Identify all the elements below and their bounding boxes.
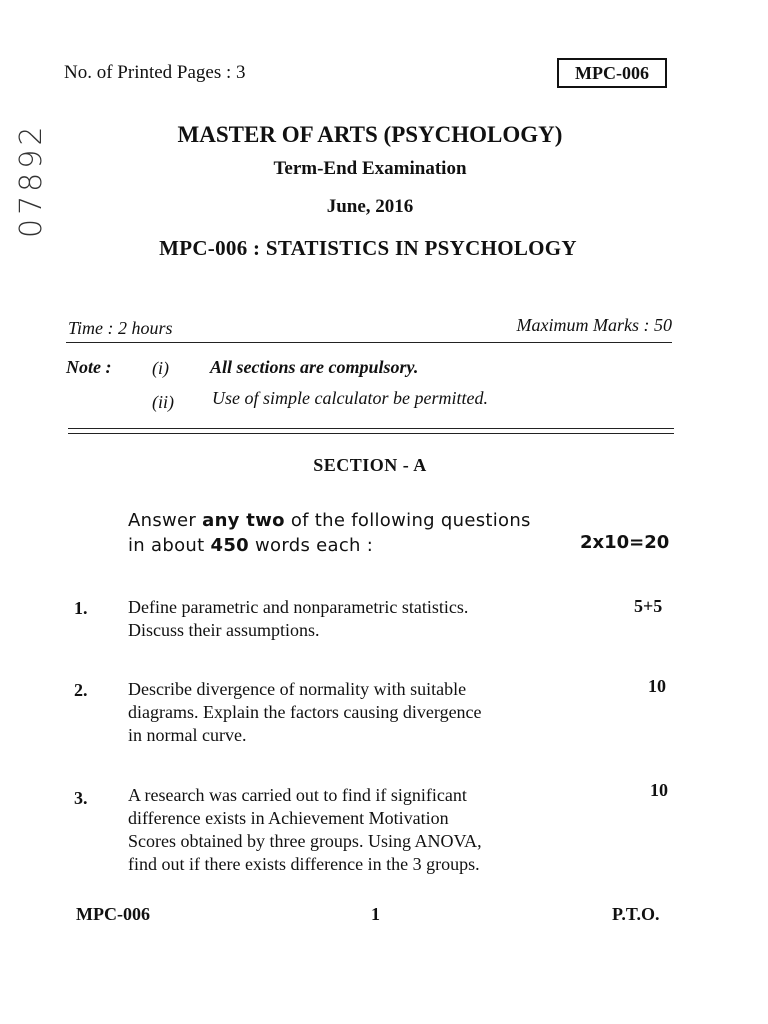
exam-subtitle: Term-End Examination [273,158,467,179]
question-number: 2. [74,680,88,700]
note-text: All sections are compulsory. [210,357,419,377]
question-number: 3. [74,788,88,808]
instruction-emphasis: any two [202,510,285,531]
serial-number: 07892 [14,122,49,238]
instruction-text: words each : [248,535,374,556]
question-line: A research was carried out to find if significant [128,785,467,805]
maximum-marks: Maximum Marks : 50 [516,315,672,335]
section-instruction [128,535,373,556]
question-text [128,678,618,747]
time-allowed: Time : 2 hours [68,318,173,338]
printed-pages-count: No. of Printed Pages : 3 [64,62,246,83]
question-line: diagrams. Explain the factors causing divergence [128,702,482,722]
paper-code-box: MPC-006 [557,58,667,88]
instruction-text: Answer [128,510,203,531]
instruction-text: of the following questions [284,510,531,531]
question-line: Discuss their assumptions. [128,620,320,640]
exam-title: MASTER OF ARTS (PSYCHOLOGY) [177,122,563,147]
question-marks: 5+5 [634,596,663,616]
footer-pto: P.T.O. [612,904,660,924]
section-marks: 2x10=20 [580,532,670,553]
note-number: (i) [152,358,169,378]
divider [68,428,674,429]
question-marks: 10 [648,676,666,696]
question-text [128,596,618,642]
footer-page-number: 1 [371,904,380,924]
note-number: (ii) [152,392,174,412]
note-text: Use of simple calculator be permitted. [212,388,488,408]
section-instruction [128,510,531,531]
course-title: MPC-006 : STATISTICS IN PSYCHOLOGY [159,236,577,260]
question-line: find out if there exists difference in the 3 groups. [128,854,480,874]
divider [66,342,672,343]
exam-date: June, 2016 [326,196,414,217]
question-line: difference exists in Achievement Motivation [128,808,449,828]
instruction-text: in about [128,535,211,556]
question-text [128,784,618,876]
question-marks: 10 [650,780,668,800]
section-heading: SECTION - A [313,455,427,475]
note-label: Note : [66,357,112,377]
instruction-emphasis: 450 [210,535,249,556]
question-line: Define parametric and nonparametric statistics. [128,597,469,617]
question-line: in normal curve. [128,725,247,745]
question-line: Scores obtained by three groups. Using ANOVA, [128,831,482,851]
divider [68,433,674,434]
footer-paper-code: MPC-006 [76,904,150,924]
question-line: Describe divergence of normality with suitable [128,679,467,699]
question-number: 1. [74,598,88,618]
